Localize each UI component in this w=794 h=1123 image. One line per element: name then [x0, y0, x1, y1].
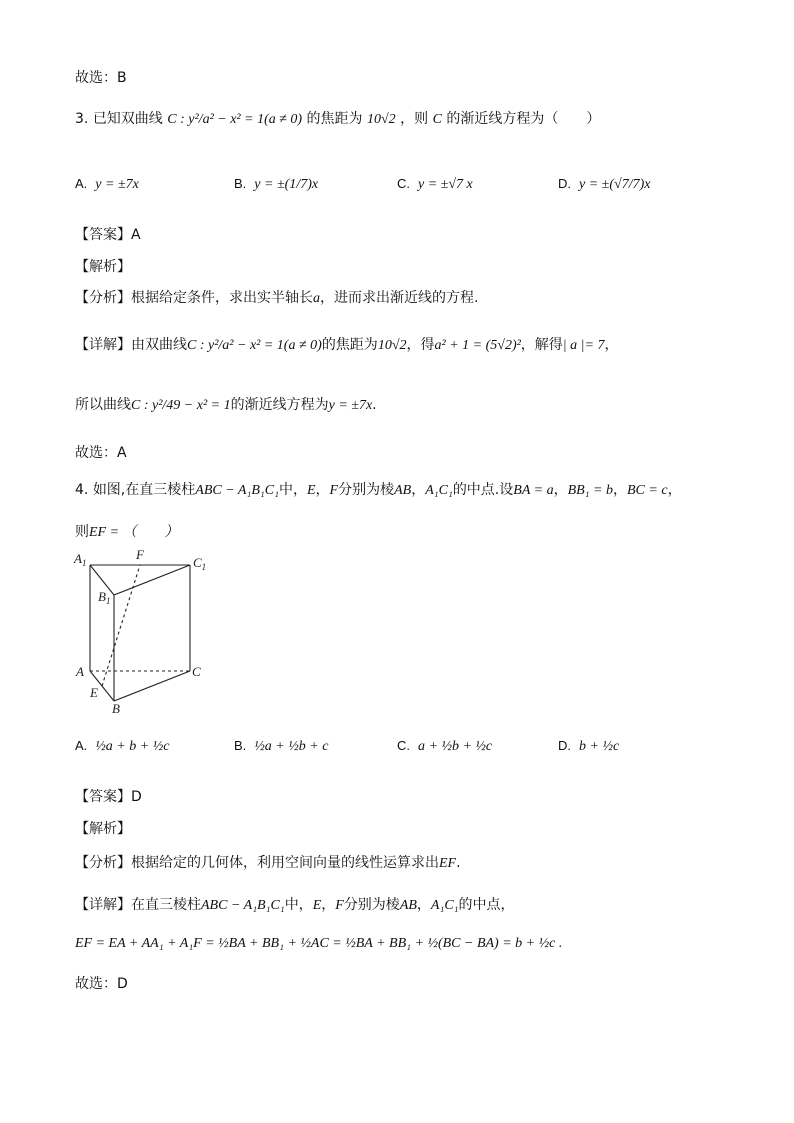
q4-answer: 【答案】D: [75, 789, 142, 805]
q4-stem: 4. 如图,在直三棱柱ABC − A₁B₁C₁中，E，F分别为棱AB，A₁C₁的中点.设BA = a，BB₁ = b，BC = c，: [75, 482, 682, 498]
q4-option-d[interactable]: D. b + ½c: [558, 738, 620, 754]
q3-final: 故选：A: [75, 445, 127, 461]
q3-focal-length: 10√2: [366, 112, 396, 127]
q3-option-c[interactable]: C. y = ±√7 x: [397, 176, 473, 192]
answer-tag: 【答案】: [75, 227, 131, 243]
q3-stem-post: ，则: [400, 111, 429, 127]
prism-figure: [72, 545, 212, 715]
label-c: C: [192, 664, 201, 679]
q3-number: 3.: [75, 111, 89, 127]
q3-option-a[interactable]: A. y = ±7x: [75, 176, 139, 192]
q3-curve-name: C: [432, 112, 442, 127]
q3-stem-end: 的渐近线方程为（ ）: [446, 111, 601, 127]
label-e: E: [90, 685, 98, 700]
q3-stem-pre: 已知双曲线: [92, 111, 163, 127]
answer-value: A: [131, 227, 141, 243]
q4-option-a[interactable]: A. ½a + b + ½c: [75, 738, 170, 754]
label-a1: $A_1$: [74, 551, 87, 568]
q3-stem-equation: C : y²/a² − x² = 1(a ≠ 0): [167, 112, 303, 127]
q4-option-b[interactable]: B. ½a + ½b + c: [234, 738, 329, 754]
q3-conclusion: 所以曲线C : y²/49 − x² = 1的渐近线方程为y = ±7x.: [75, 397, 377, 413]
label-f: F: [136, 547, 144, 562]
label-c1: $C_1$: [193, 555, 207, 572]
label-b: B: [112, 701, 120, 715]
q4-detail: 【详解】在直三棱柱ABC − A₁B₁C₁中，E，F分别为棱AB，A₁C₁的中点，: [75, 897, 515, 913]
q4-vector-equation: EF = EA + AA₁ + A₁F = ½BA + BB₁ + ½AC = ½BA + BB₁ + ½(BC − BA) = b + ½c .: [75, 936, 563, 951]
segment-ef: [102, 565, 140, 686]
label-a: A: [76, 664, 84, 679]
vector-bc: BC = c: [627, 483, 668, 498]
detail-tag: 【详解】: [75, 337, 131, 353]
q3-answer: [75, 224, 141, 244]
q3-stem-mid: 的焦距为: [306, 111, 363, 127]
label-b1: $B_1$: [98, 589, 111, 606]
vector-bb1: BB₁ = b: [567, 483, 613, 498]
edge-b1c1: [114, 565, 190, 595]
vector-ef: EF = （ ）: [89, 525, 179, 540]
q3-option-b[interactable]: B. y = ±(1/7)x: [234, 176, 319, 192]
q4-final: 故选：D: [75, 976, 128, 992]
vector-ba: BA = a: [513, 483, 554, 498]
q3-stem: [75, 108, 600, 148]
fenxi-tag: 【分析】: [75, 290, 131, 306]
q3-analysis-tag: 【解析】: [75, 259, 131, 275]
q3-fenxi: 【分析】根据给定条件，求出实半轴长a，进而求出渐近线的方程.: [75, 290, 479, 306]
q4-option-c[interactable]: C. a + ½b + ½c: [397, 738, 493, 754]
q4-fenxi: 【分析】根据给定的几何体，利用空间向量的线性运算求出EF.: [75, 855, 461, 871]
q3-detail: 【详解】由双曲线C : y²/a² − x² = 1(a ≠ 0)的焦距为10√2，得a² + 1 = (5√2)²，解得| a |= 7，: [75, 337, 619, 353]
q4-analysis-tag: 【解析】: [75, 821, 131, 837]
q4-stem-2: 则EF = （ ）: [75, 524, 179, 540]
q3-option-d[interactable]: D. y = ±(√7/7)x: [558, 176, 651, 192]
prev-answer-line: 故选：B: [75, 70, 127, 86]
edge-bc: [114, 671, 190, 701]
